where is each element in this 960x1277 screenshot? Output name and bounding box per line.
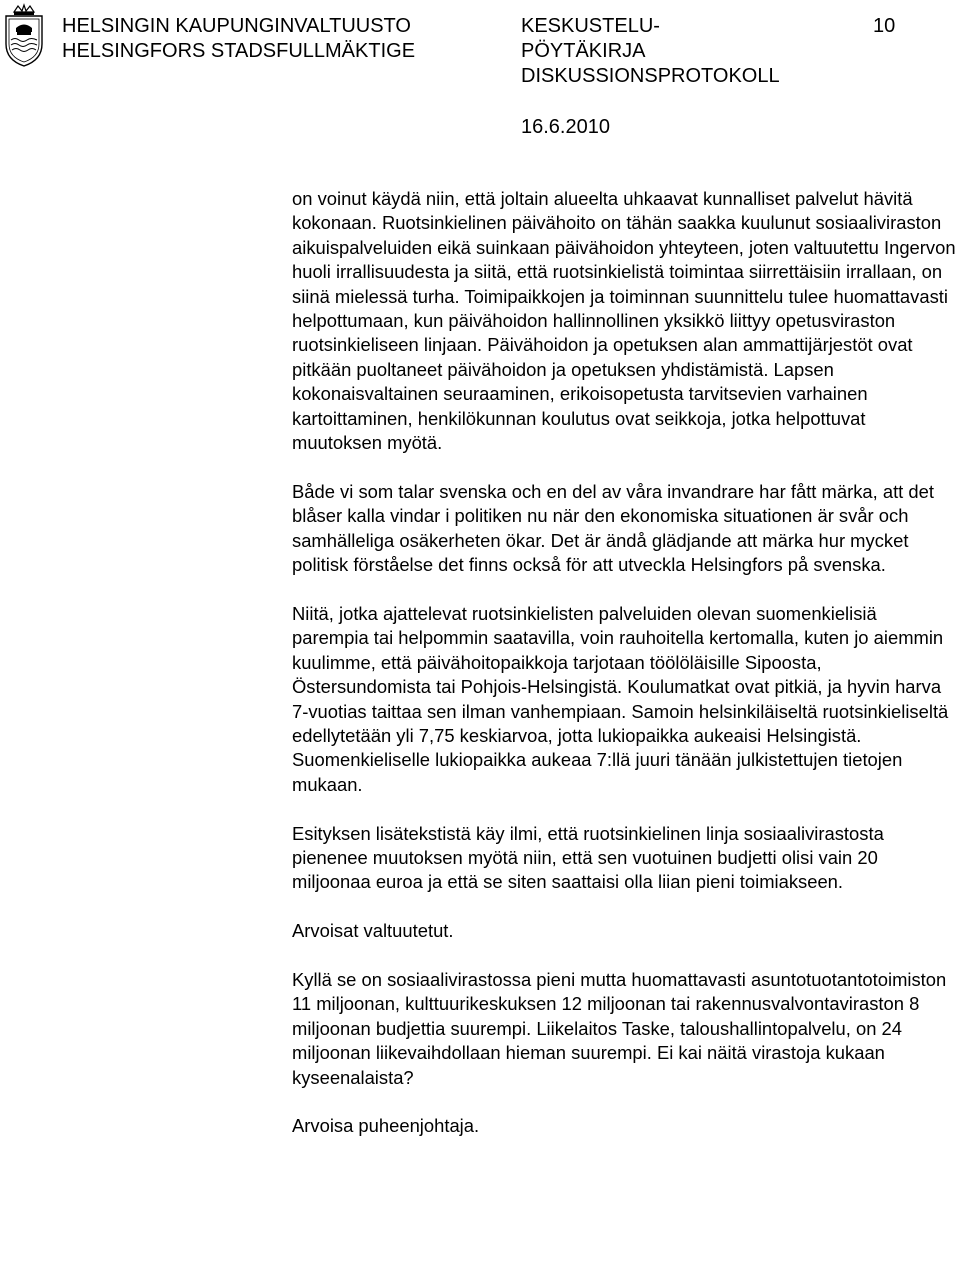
- paragraph-7: Arvoisa puheenjohtaja.: [292, 1115, 480, 1137]
- meeting-date: 16.6.2010: [521, 116, 610, 138]
- header-organization: [62, 14, 415, 64]
- org-name-swedish: HELSINGFORS STADSFULLMÄKTIGE: [62, 40, 416, 62]
- header-document-type: [521, 14, 780, 89]
- paragraph-6: Kyllä se on sosiaalivirastossa pieni mutta huomattavasti asuntotuotantotoimiston 11 miljoonan, kulttuurikeskuksen 12 miljoonan tai rakennusvalvontaviraston 8 miljoonan budjettia suurempi. Liikelaitos Taske, taloushallintopalvelu, on 24 miljoonan liikevaihdollaan hieman suurempi. Ei kai näitä virastoja kukaan kyseenalaista?: [292, 968, 947, 1088]
- paragraph-3: Niitä, jotka ajattelevat ruotsinkielisten palveluiden olevan suomenkielisiä parempia tai helpommin saatavilla, voin rauhoitella kertomalla, kuten jo aiemmin kuulimme, että päivähoitopaikkoja tarjotaan töölöläisille Sipoosta, Östersundomista tai Pohjois-Helsingistä. Koulumatkat ovat pitkiä, ja hyvin harva 7-vuotias taittaa sen ilman vanhempiaan. Samoin helsinkiläiseltä ruotsinkieliseltä edellytetään yli 7,75 keskiarvoa, jotta lukiopaikka aukeaisi Helsingistä. Suomenkieliselle lukiopaikka aukeaa 7:llä juuri tänään julkistettujen tietojen mukaan.: [292, 602, 949, 795]
- paragraph-4: Esityksen lisätekstistä käy ilmi, että ruotsinkielinen linja sosiaalivirastosta pienenee muutoksen myötä niin, että sen vuotuinen budjetti olisi vain 20 miljoonaa euroa ja että se siten saattaisi olla liian pieni toimiakseen.: [292, 822, 884, 893]
- doc-type-finnish-2: PÖYTÄKIRJA: [521, 40, 646, 62]
- doc-type-swedish: DISKUSSIONSPROTOKOLL: [521, 65, 780, 87]
- paragraph-5: Arvoisat valtuutetut.: [292, 920, 454, 942]
- doc-type-finnish-1: KESKUSTELU-: [521, 15, 660, 37]
- org-name-finnish: HELSINGIN KAUPUNGINVALTUUSTO: [62, 15, 411, 37]
- paragraph-1: on voinut käydä niin, että joltain alueelta uhkaavat kunnalliset palvelut hävitä kokonaan. Ruotsinkielinen päivähoito on tähän saakka kuulunut sosiaaliviraston aikuispalveluiden eikä suinkaan päivähoidon yhteyteen, joten valtuutettu Ingervon huoli irrallisuudesta ja siitä, että ruotsinkielistä toimintaa siirrettäisiin irrallaan, on siinä mielessä turha. Toimipaikkojen ja toiminnan suunnittelu tulee huomattavasti helpottumaan, kun päivähoidon hallinnollinen yksikkö liittyy opetusviraston ruotsinkieliseen linjaan. Päivähoidon ja opetuksen alan ammattijärjestöt ovat pitkään puoltaneet päivähoidon ja opetuksen yhdistämistä. Lapsen kokonaisvaltainen seuraaminen, erikoisopetusta tarvitsevien varhainen kartoittaminen, henkilökunnan koulutus ovat seikkoja, jotka helpottuvat muutoksen myötä.: [292, 188, 956, 454]
- speech-body: [292, 187, 958, 1163]
- helsinki-crest-icon: [2, 2, 46, 70]
- paragraph-2: Både vi som talar svenska och en del av våra invandrare har fått märka, att det blåser kalla vindar i politiken nu när den ekonomiska situationen är svår och samhälleliga osäkerheten ökar. Det är ändå glädjande att märka hur mycket politisk förståelse det finns också för att utveckla Helsingfors på svenska.: [292, 480, 934, 576]
- page-number: 10: [873, 15, 896, 37]
